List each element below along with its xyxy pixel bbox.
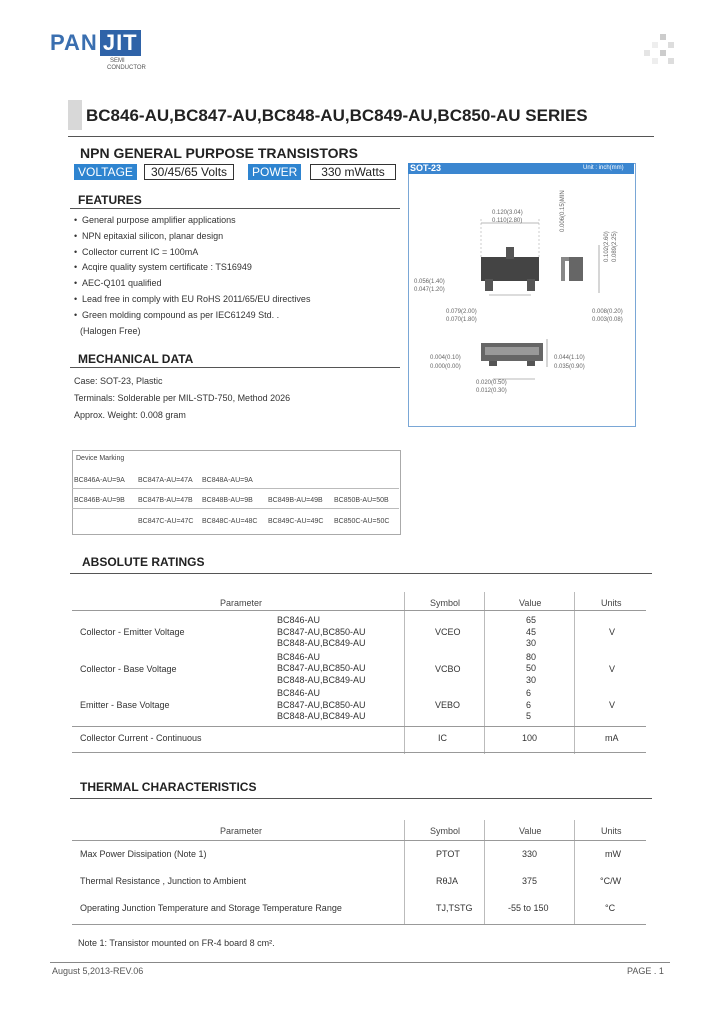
logo-sub-line2: CONDUCTOR: [107, 65, 146, 71]
logo-jit: JIT: [100, 30, 141, 56]
th-header-rule: [72, 840, 646, 841]
dim-10: 0.000(0.00): [430, 364, 461, 370]
marking-cell: BC848C-AU=48C: [202, 518, 258, 525]
power-value: 330 mWatts: [310, 164, 396, 180]
dim-14: 0.012(0.30): [476, 388, 507, 394]
features-heading: FEATURES: [78, 193, 142, 207]
abs-param: Collector - Emitter Voltage: [80, 627, 185, 637]
thermal-param: Operating Junction Temperature and Storage Temperature Range: [80, 903, 342, 913]
marking-cell: BC846B-AU=9B: [74, 497, 125, 504]
dim-17: 0.006(0.15)MIN: [560, 190, 566, 232]
dim-1: 0.120(3.04): [492, 210, 523, 216]
abs-device: BC846-AU: [277, 688, 321, 698]
logo-subtitle: [107, 58, 146, 72]
dim-6: 0.070(1.80): [446, 317, 477, 323]
abs-value: 45: [526, 626, 537, 637]
thermal-unit: °C: [605, 903, 616, 913]
title-tab: [68, 100, 82, 130]
marking-cell: BC848B-AU=9B: [202, 497, 253, 504]
th-header-symbol: Symbol: [430, 826, 461, 836]
page-title: BC846-AU,BC847-AU,BC848-AU,BC849-AU,BC850-AU SERIES: [86, 106, 588, 125]
voltage-value: 30/45/65 Volts: [144, 164, 234, 180]
abs-divider-1: [404, 592, 405, 754]
abs-value: 30: [526, 638, 537, 648]
th-bottom-rule: [72, 924, 646, 925]
abs-current-unit: mA: [605, 733, 619, 743]
mech-terminals: Terminals: Solderable per MIL-STD-750, Method 2026: [74, 393, 291, 403]
feature-item: Collector current IC = 100mA: [82, 246, 199, 257]
marking-cell: BC848A-AU=9A: [202, 477, 253, 484]
marking-cell: BC849C-AU=49C: [268, 518, 324, 525]
marking-cell: BC850B-AU=50B: [334, 497, 389, 504]
marking-cell: BC847B-AU=47B: [138, 497, 193, 504]
feature-bullet-icon: •: [74, 215, 78, 225]
voltage-badge: VOLTAGE: [74, 164, 137, 180]
absolute-rule: [70, 573, 652, 574]
feature-item: (Halogen Free): [80, 325, 141, 336]
th-header-units: Units: [601, 826, 622, 836]
dim-2: 0.110(2.80): [492, 218, 523, 224]
abs-symbol: VCEO: [435, 627, 461, 637]
abs-unit: V: [609, 627, 616, 637]
abs-param: Collector - Base Voltage: [80, 663, 177, 674]
dim-5: 0.079(2.00): [446, 309, 477, 315]
thermal-value: 330: [522, 849, 538, 859]
abs-header-value: Value: [519, 598, 542, 608]
feature-bullet-icon: •: [74, 309, 78, 320]
feature-item: Lead free in comply with EU RoHS 2011/65/EU directives: [82, 294, 311, 304]
abs-device: BC847-AU,BC850-AU: [277, 626, 366, 637]
dim-13: 0.020(0.50): [476, 380, 507, 386]
abs-value: 65: [526, 615, 537, 625]
abs-device: BC846-AU: [277, 615, 321, 625]
dim-7: 0.008(0.20): [592, 309, 623, 315]
dim-9: 0.004(0.10): [430, 355, 461, 361]
dim-3: 0.056(1.40): [414, 279, 445, 285]
marking-title: Device Marking: [76, 455, 125, 462]
mechanical-rule: [70, 367, 400, 368]
marking-cell: BC847C-AU=47C: [138, 518, 194, 525]
abs-bottom-rule: [72, 752, 646, 753]
thermal-value: 375: [522, 876, 538, 886]
abs-header-parameter: Parameter: [220, 598, 263, 608]
abs-value: 6: [526, 688, 532, 698]
abs-value: 6: [526, 699, 532, 710]
abs-value: 50: [526, 663, 537, 673]
abs-device: BC847-AU,BC850-AU: [277, 663, 366, 673]
abs-device: BC847-AU,BC850-AU: [277, 699, 366, 710]
thermal-unit: mW: [605, 849, 621, 859]
feature-bullet-icon: •: [74, 246, 78, 257]
marking-row-rule: [72, 508, 399, 509]
abs-current-param: Collector Current - Continuous: [80, 733, 202, 743]
dim-15: 0.102(2.60): [604, 231, 610, 262]
dim-16: 0.089(2.25): [612, 231, 618, 262]
package-name: SOT-23: [410, 163, 442, 173]
package-unit: Unit : inch(mm): [583, 165, 624, 171]
abs-current-symbol: IC: [438, 733, 447, 743]
absolute-ratings-heading: ABSOLUTE RATINGS: [82, 555, 205, 569]
feature-item: AEC-Q101 qualified: [82, 278, 162, 289]
page-subtitle: NPN GENERAL PURPOSE TRANSISTORS: [80, 145, 358, 161]
abs-value: 80: [526, 651, 537, 662]
thermal-param: Max Power Dissipation (Note 1): [80, 849, 207, 859]
footnote: Note 1: Transistor mounted on FR-4 board 8 cm².: [78, 938, 275, 948]
mechanical-heading: MECHANICAL DATA: [78, 352, 194, 366]
abs-device: BC848-AU,BC849-AU: [277, 674, 366, 685]
footer-date: August 5,2013-REV.06: [52, 966, 144, 976]
feature-bullet-icon: •: [74, 230, 78, 241]
dim-12: 0.035(0.90): [554, 364, 585, 370]
thermal-unit: °C/W: [600, 876, 622, 886]
mech-case: Case: SOT-23, Plastic: [74, 376, 163, 386]
features-rule: [70, 208, 400, 209]
abs-value: 30: [526, 674, 537, 685]
abs-value: 5: [526, 711, 532, 721]
abs-unit: V: [609, 700, 616, 710]
thermal-heading: THERMAL CHARACTERISTICS: [80, 780, 257, 794]
power-badge: POWER: [248, 164, 301, 180]
thermal-rule: [70, 798, 652, 799]
marking-cell: BC850C-AU=50C: [334, 518, 390, 525]
th-header-value: Value: [519, 826, 542, 836]
feature-item: NPN epitaxial silicon, planar design: [82, 230, 224, 241]
abs-symbol: VEBO: [435, 700, 461, 710]
footer-rule: [50, 962, 670, 963]
abs-device: BC848-AU,BC849-AU: [277, 638, 366, 648]
abs-current-value: 100: [522, 733, 538, 743]
footer-page: PAGE . 1: [627, 966, 664, 976]
abs-symbol: VCBO: [435, 663, 461, 674]
feature-bullet-icon: •: [74, 294, 78, 304]
abs-device: BC848-AU,BC849-AU: [277, 711, 366, 721]
th-divider-2: [484, 820, 485, 925]
dim-4: 0.047(1.20): [414, 287, 445, 293]
feature-item: Green molding compound as per IEC61249 Std. .: [82, 309, 280, 320]
thermal-symbol: PTOT: [436, 849, 460, 859]
th-header-parameter: Parameter: [220, 826, 263, 836]
dim-11: 0.044(1.10): [554, 355, 585, 361]
th-divider-3: [574, 820, 575, 925]
abs-divider-3: [574, 592, 575, 754]
th-divider-1: [404, 820, 405, 925]
feature-bullet-icon: •: [74, 262, 78, 273]
mech-weight: Approx. Weight: 0.008 gram: [74, 410, 186, 420]
decorative-dots-icon: [640, 34, 680, 74]
thermal-symbol: TJ,TSTG: [436, 903, 473, 913]
feature-item: Acqire quality system certificate : TS16949: [82, 262, 252, 273]
marking-row-rule: [72, 488, 399, 489]
abs-param: Emitter - Base Voltage: [80, 700, 170, 710]
logo-pan: PAN: [50, 30, 98, 55]
abs-device: BC846-AU: [277, 651, 321, 662]
feature-bullet-icon: •: [74, 278, 78, 289]
dim-8: 0.003(0.08): [592, 317, 623, 323]
abs-unit: V: [609, 663, 616, 674]
thermal-param: Thermal Resistance , Junction to Ambient: [80, 876, 247, 886]
abs-header-rule: [72, 610, 646, 611]
abs-header-symbol: Symbol: [430, 598, 461, 608]
abs-divider-2: [484, 592, 485, 754]
logo-sub-line1: SEMI: [110, 58, 125, 64]
marking-cell: BC849B-AU=49B: [268, 497, 323, 504]
feature-item: General purpose amplifier applications: [82, 215, 236, 225]
thermal-symbol: RθJA: [436, 876, 459, 886]
marking-cell: BC846A-AU=9A: [74, 477, 125, 484]
marking-cell: BC847A-AU=47A: [138, 477, 193, 484]
brand-logo: [50, 30, 141, 56]
abs-current-rule-top: [72, 726, 646, 727]
thermal-value: -55 to 150: [508, 903, 549, 913]
abs-header-units: Units: [601, 598, 622, 608]
